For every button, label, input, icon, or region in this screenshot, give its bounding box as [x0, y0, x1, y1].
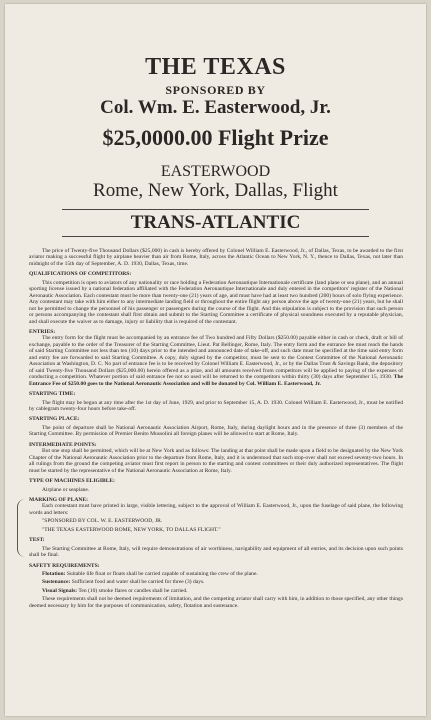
safety-item-label: Flotation:	[42, 571, 66, 578]
entries-paragraph	[29, 335, 403, 387]
header-sponsor: Col. Wm. E. Easterwood, Jr.	[100, 97, 331, 118]
section-heading-entries: ENTRIES:	[29, 328, 56, 335]
section-heading-starting-place: STARTING PLACE:	[29, 416, 80, 423]
section-heading-machines: TYPE OF MACHINES ELIGIBLE:	[29, 478, 115, 485]
document-body	[29, 248, 403, 609]
entries-bold-text: The Entrance Fee of $250.00 goes to the National Aeronautic Association and will be donated by Col. William E. Easterwood, Jr.	[29, 374, 403, 387]
safety-item-text: Sufficient food and water shall be carried for three (3) days.	[71, 579, 205, 586]
section-heading-qualifications: QUALIFICATIONS OF COMPETITORS:	[29, 271, 132, 278]
machines-text: Airplane or seaplane.	[42, 486, 90, 493]
qualifications-text: This competition is open to aviators of any nationality or race holding a Federation Aeronautique Internationale certificate (land plane or sea plane), and an annual sporting license issued by a national federation affiliated with the Federation Aeronautique Internationale and duly entered in the competitors' register of the National Aeronautic Association. Each contestant must be more than twenty-one (21) years of age, and must have had at least two hundred (200) hours of solo flying experience. Any contestant may take with him either to any intermediate landing field or throughout the entire flight any person above the age of twenty-one (21) years, but he shall not be permitted to change the personnel of his passenger or passengers during the course of the flight. And this stipulation is subject to the provision that such person or persons accompanying the contestant shall first obtain and submit to the Starting Committee a certificate of physical soundness executed by a reputable physician, and shall execute the waiver as to damage, injury or liability that is required of the contestant.	[29, 279, 403, 325]
test-text: The Starting Committee at Rome, Italy, will require demonstrations of air worthiness, navigability and equipment of all entries, and its decision upon such points shall be final.	[29, 545, 403, 559]
safety-item-text: Ten (10) smoke flares or candles shall be carried.	[78, 587, 188, 594]
header-title: THE TEXAS	[145, 54, 286, 80]
safety-item	[29, 579, 403, 585]
header-prize: $25,0000.00 Flight Prize	[102, 125, 329, 150]
marking-section	[29, 497, 403, 533]
marking-line-2: "THE TEXAS EASTERWOOD ROME, NEW YORK, TO DALLAS FLIGHT."	[42, 526, 221, 533]
entries-text: The entry form for the flight must be accompanied by an entrance fee of Two hundred and Fifty Dollars ($250.00) payable either in cash or check, draft or bill of exchange, payable to the order of the Treasurer of the Starting Committee, Lieut. Pat Bellinger, Rome, Italy. The entry form and the entrance fee must reach the hands of said Starting Committee not less than ten (10) days prior to the intended and announced date of take-off, and such date must be specified at the time said entry form and entry fee are forwarded to said Starting Committee. A copy, duly signed by the competitor, must be sent to the Contest Committee of the National Aeronautic Association at Washington, D. C. No part of entrance fee is to be received by Colonel William E. Easterwood, Jr., or by the Dallas Trust & Savings Bank, the depository of said Twenty-five Thousand Dollars ($25,000.00) herein offered as a prize, and all amounts received from competitors will be applied to paying of the expenses of conducting a competition. Whatever portion of said entrance fee not so used will be returned to the competitors within thirty (30) days after September 15, 1930.	[29, 335, 403, 381]
divider-bottom	[62, 236, 369, 237]
section-heading-starting-time: STARTING TIME:	[29, 391, 76, 398]
prize-document-page	[5, 4, 426, 716]
safety-item-label: Visual Signals:	[42, 587, 78, 594]
intro-paragraph: The price of Twenty-five Thousand Dollars ($25,000) in cash is hereby offered by Colonel William E. Easterwood, Jr., of Dallas, Texas, to be awarded to the first aviator making a successful flight by airplane heavier than air from Rome, Italy, across the Atlantic Ocean to New York, N. Y., thence to Dallas, Texas, not later than midnight of the 15th day of September, A. D. 1930, Dallas, Texas, time.	[29, 248, 403, 267]
section-heading-intermediate-points: INTERMEDIATE POINTS:	[29, 441, 97, 448]
intermediate-points-text: But one stop shall be permitted, which will be at New York and as follows: The landing at that point shall be made upon a field to be designated by the New York Chapter of the National Aeronautic Association prior to the departure from Rome, Italy, and it is understood that such stop-over shall not exceed seventy-two hours. In all rulings from the ground the competing aviator must first report in person to the starting and contest committees or their duly authorized representatives. The flight must be started by the representative of the National Aeronautic Association at Rome, Italy.	[29, 448, 403, 474]
section-heading-marking: MARKING OF PLANE:	[29, 496, 88, 503]
section-heading-test: TEST:	[29, 537, 45, 544]
safety-item-label: Sustenance:	[42, 579, 71, 586]
header-sponsored-by: SPONSORED BY	[165, 83, 266, 97]
safety-closing-text: These requirements shall not be deemed requirements of limitation, and the competing aviator shall carry with him, in addition to those specified, any other things deemed necessary by him for the purposes of communication, safety, flotation and sustenance.	[29, 596, 403, 609]
safety-item	[29, 571, 403, 577]
marking-line-1: "SPONSORED BY COL. W. E. EASTERWOOD, JR.	[42, 518, 163, 525]
marking-text: Each contestant must have printed in large, visible lettering, subject to the approval of William E. Easterwood, Jr., upon the fuselage of said plane, the following words and letters:	[29, 503, 403, 516]
header-route: Rome, New York, Dallas, Flight	[93, 180, 338, 201]
handwritten-brace-mark	[17, 499, 25, 557]
divider-top	[62, 209, 369, 210]
safety-item	[29, 588, 403, 594]
header-easterwood: EASTERWOOD	[160, 163, 271, 180]
section-heading-safety: SAFETY REQUIREMENTS:	[29, 562, 100, 569]
starting-place-text: The point of departure shall be National Aeronautic Association Airport, Rome, Italy, during daylight hours and in the presence of three (3) members of the Starting Committee. By permission of Premier Benito Mussolini all foreign planes will be allowed to start at Rome, Italy.	[29, 424, 403, 438]
header-trans-atlantic: TRANS-ATLANTIC	[130, 212, 301, 233]
starting-time-text: The flight may be begun at any time after the 1st day of June, 1929, and prior to September 15, A. D. 1930. Colonel William E. Easterwood, Jr., must be notified by cablegram twenty-four hours before take-off.	[29, 399, 403, 412]
safety-item-text: Suitable life float or floats shall be carried capable of sustaining the crew of the plane.	[66, 571, 258, 578]
